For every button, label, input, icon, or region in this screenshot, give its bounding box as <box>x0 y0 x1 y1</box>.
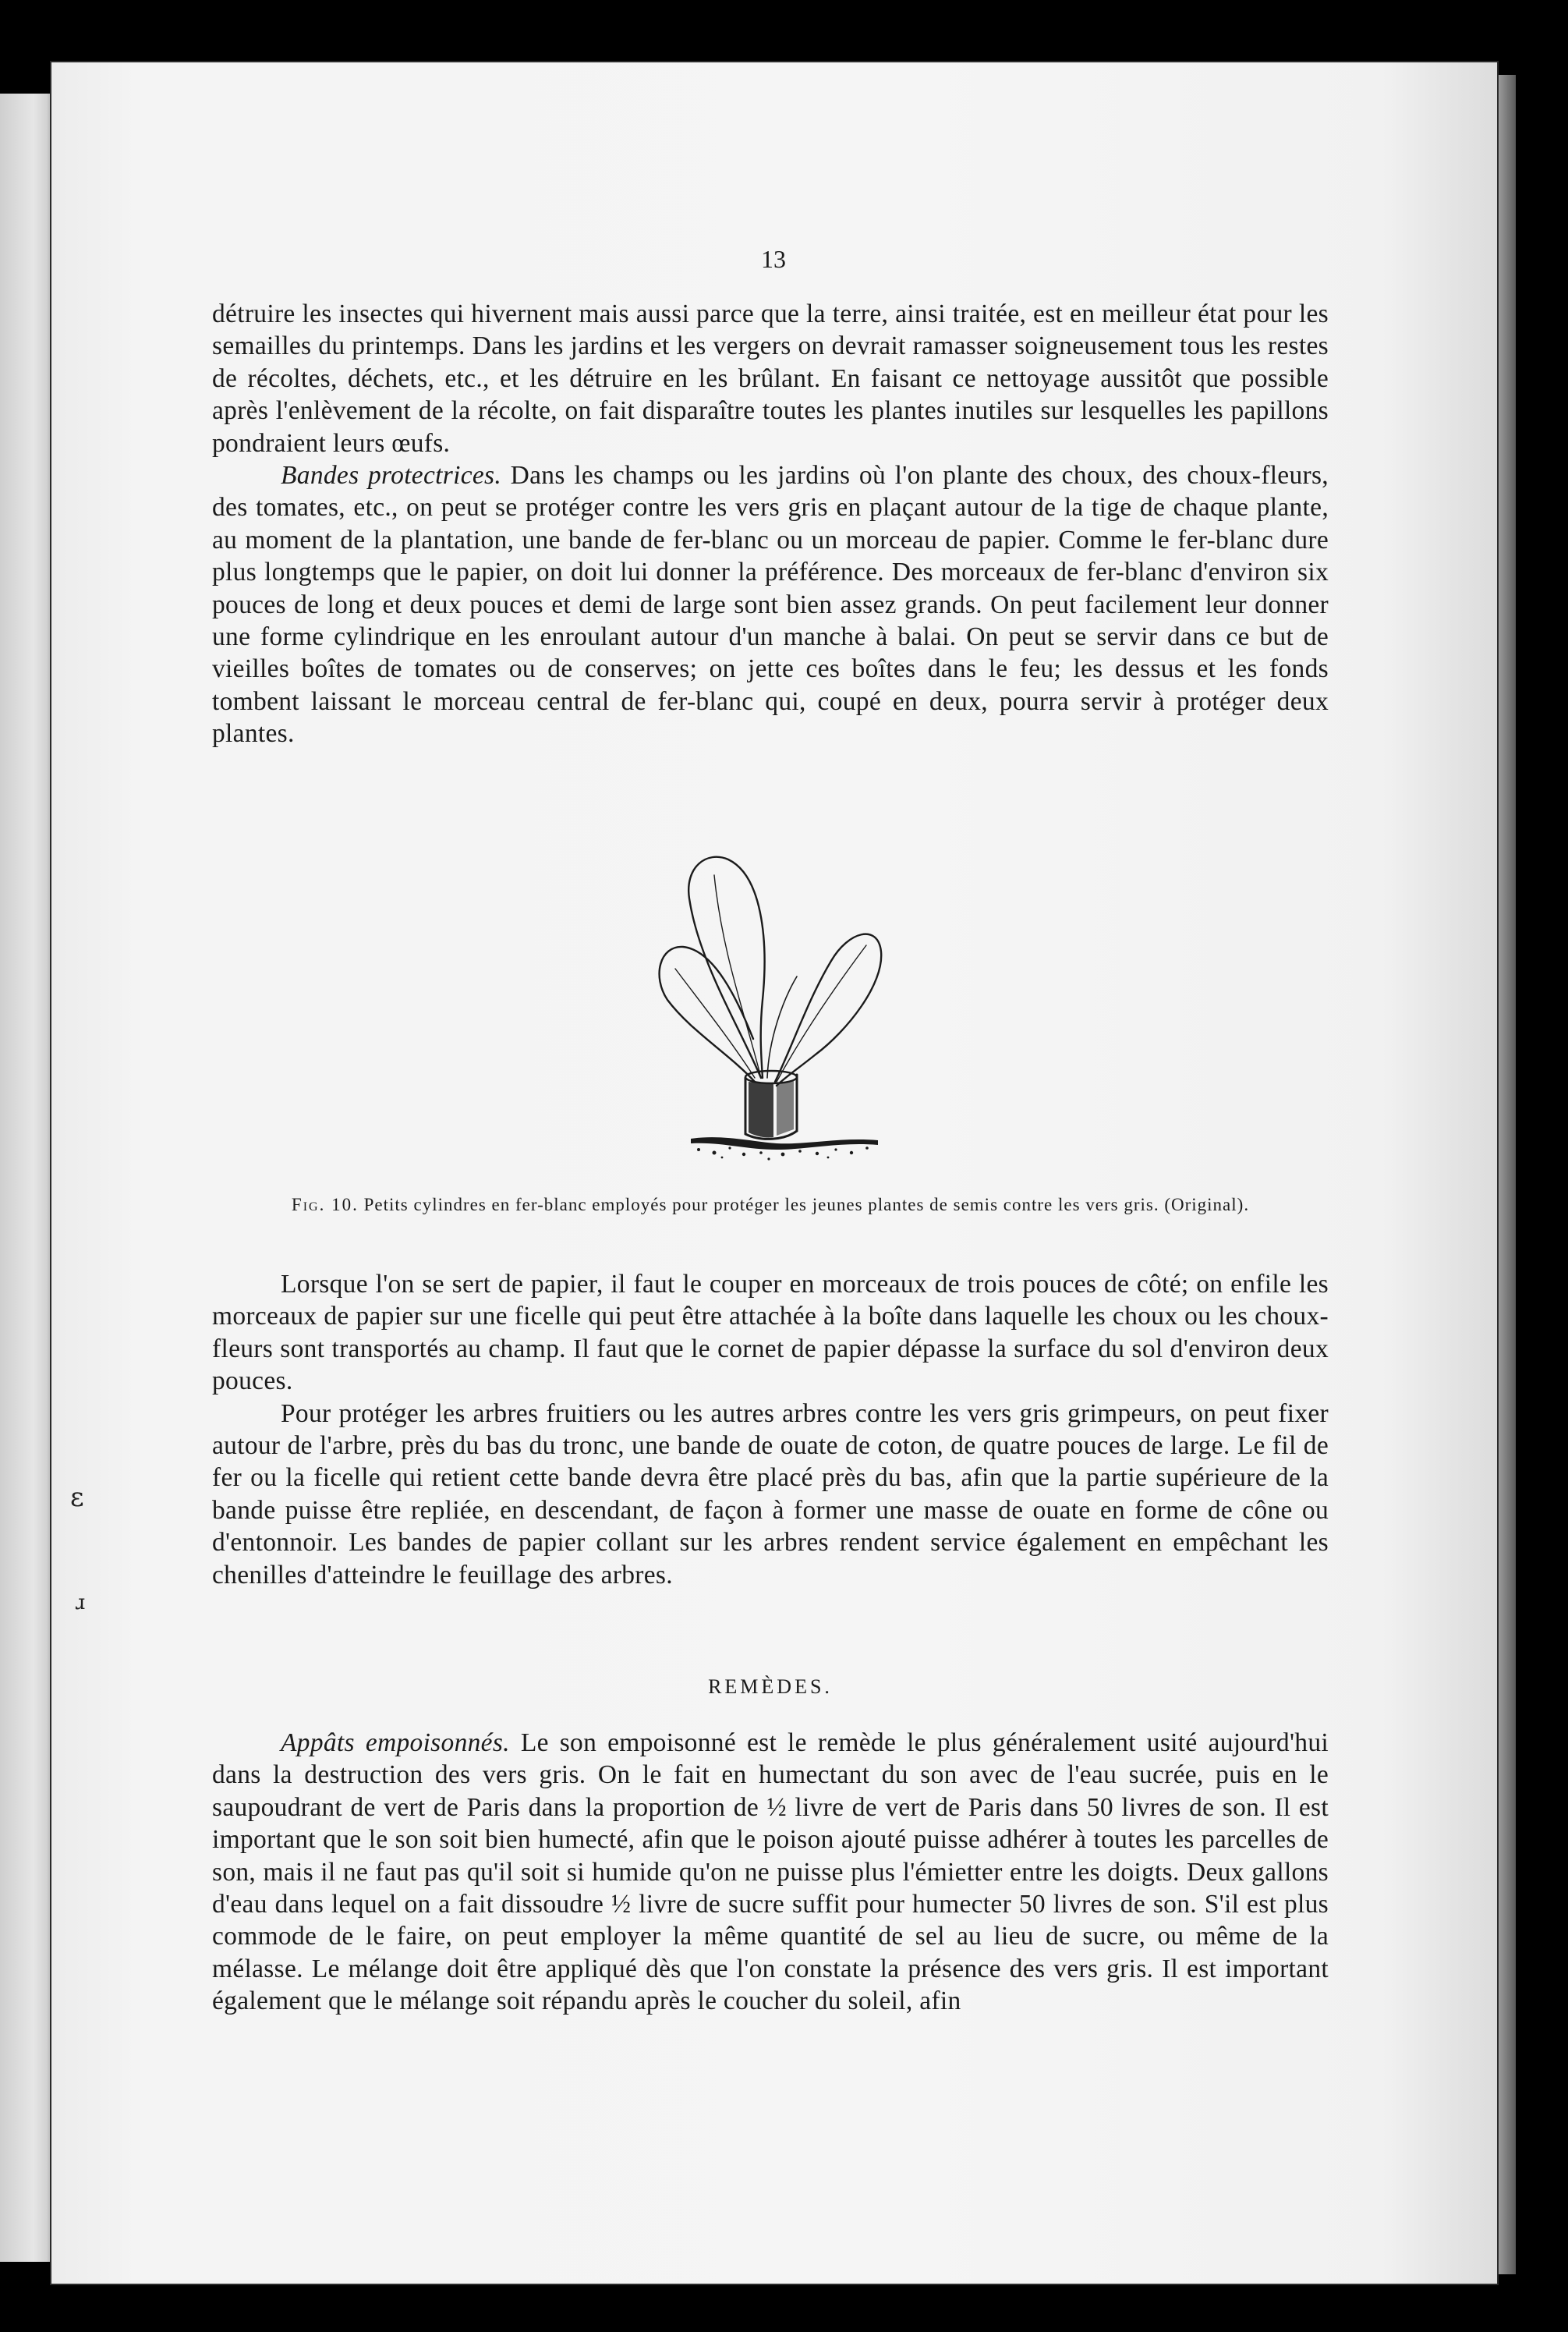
paragraph-text: Dans les champs ou les jardins où l'on plante des choux, des choux-fleurs, des tomates, etc., on peut se protéger contre les vers gris en plaçant autour de la tige de chaque plante, au moment de la plantation, une bande de fer-blanc ou un morceau de papier. Comme le fer-blanc dure plus longtemps que le papier, on doit lui donner la préférence. Des morceaux de fer-blanc d'environ six pouces de long et deux pouces et demi de large sont bien assez grands. On peut facilement leur donner une forme cylindrique en les enroulant autour d'un manche à balai. On peut se servir dans ce but de vieilles boîtes de tomates ou de conserves; on jette ces boîtes dans le feu; les dessus et les fonds tombent laissant le morceau central de fer-blanc qui, coupé en deux, pourra servir à protéger deux plantes. <box>212 461 1329 749</box>
margin-mark: ɛ <box>70 1482 84 1513</box>
page-number: 13 <box>761 245 786 273</box>
paragraph <box>212 1268 1329 1398</box>
leaf <box>775 934 881 1086</box>
paragraph-text: Le son empoisonné est le remède le plus généralement usité aujourd'hui dans la destruction des vers gris. On le fait en humectant du son avec de l'eau sucrée, puis en le saupoudrant de vert de Paris dans la proportion de ½ livre de vert de Paris dans 50 livres de son. Il est important que le son soit bien humecté, afin que le poison ajouté puisse adhérer à toutes les parcelles de son, mais il ne faut pas qu'il soit si humide qu'on ne puisse plus l'émietter entre les doigts. Deux gallons d'eau dans lequel on a fait dissoudre ½ livre de sucre suffit pour humecter 50 livres de son. S'il est plus commode de le faire, on peut employer la même quantité de sel au lieu de sucre, ou même de la mélasse. Le mélange doit être appliqué dès que l'on constate la présence des vers gris. Il est important également que le mélange soit répandu après le coucher du soleil, afin <box>212 1728 1329 2016</box>
leaf <box>688 857 764 1078</box>
seedling-cylinder-illustration <box>644 844 894 1164</box>
paragraph-text: Pour protéger les arbres fruitiers ou les autres arbres contre les vers gris grimpeurs, on peut fixer autour de l'arbre, près du bas du tronc, une bande de ouate de coton, de quatre pouces de large. Le fil de fer ou la ficelle qui retient cette bande devra être placé près du bas, afin que la partie supérieure de la bande puisse être repliée, en descendant, de façon à former une masse de ouate en forme de cône ou d'entonnoir. Les bandes de papier collant sur les arbres rendent service également en empêchant les chenilles d'atteindre le feuillage des arbres. <box>212 1398 1329 1590</box>
body-text-bottom <box>212 1727 1329 2018</box>
paragraph <box>212 1727 1329 2018</box>
figure-caption-text: Petits cylindres en fer-blanc employés pour protéger les jeunes plantes de semis contre les vers gris. (Original). <box>358 1195 1250 1214</box>
paragraph-text: détruire les insectes qui hivernent mais aussi parce que la terre, ainsi traitée, est en meilleur état pour les semailles du printemps. Dans les jardins et les vergers on devrait ramasser soigneusement tous les restes de récoltes, déchets, etc., et les détruire en les brûlant. En faisant ce nettoyage aussitôt que possible après l'enlèvement de la récolte, on fait disparaître toutes les plantes inutiles sur lesquelles les papillons pondraient leurs œufs. <box>212 299 1329 458</box>
paragraph-lead: Bandes protectrices. <box>281 461 502 491</box>
body-text-top <box>212 298 1329 750</box>
leaf <box>660 947 755 1082</box>
right-page-edge <box>1499 75 1516 2274</box>
figure-caption <box>212 1193 1329 1217</box>
paragraph <box>212 459 1329 750</box>
paragraph-text: Lorsque l'on se sert de papier, il faut le couper en morceaux de trois pouces de côté; on enfile les morceaux de papier sur une ficelle qui peut être attachée à la boîte dans laquelle les choux ou les choux-fleurs sont transportés au champ. Il faut que le cornet de papier dépasse la surface du sol d'environ deux pouces. <box>212 1270 1329 1396</box>
margin-mark: ɹ <box>75 1591 86 1614</box>
paragraph <box>212 1398 1329 1591</box>
body-text-middle <box>212 1268 1329 1591</box>
paragraph-lead: Appâts empoisonnés. <box>281 1728 510 1757</box>
section-heading: REMÈDES. <box>708 1675 833 1698</box>
paragraph <box>212 298 1329 459</box>
figure-label: Fig. 10. <box>291 1195 359 1214</box>
